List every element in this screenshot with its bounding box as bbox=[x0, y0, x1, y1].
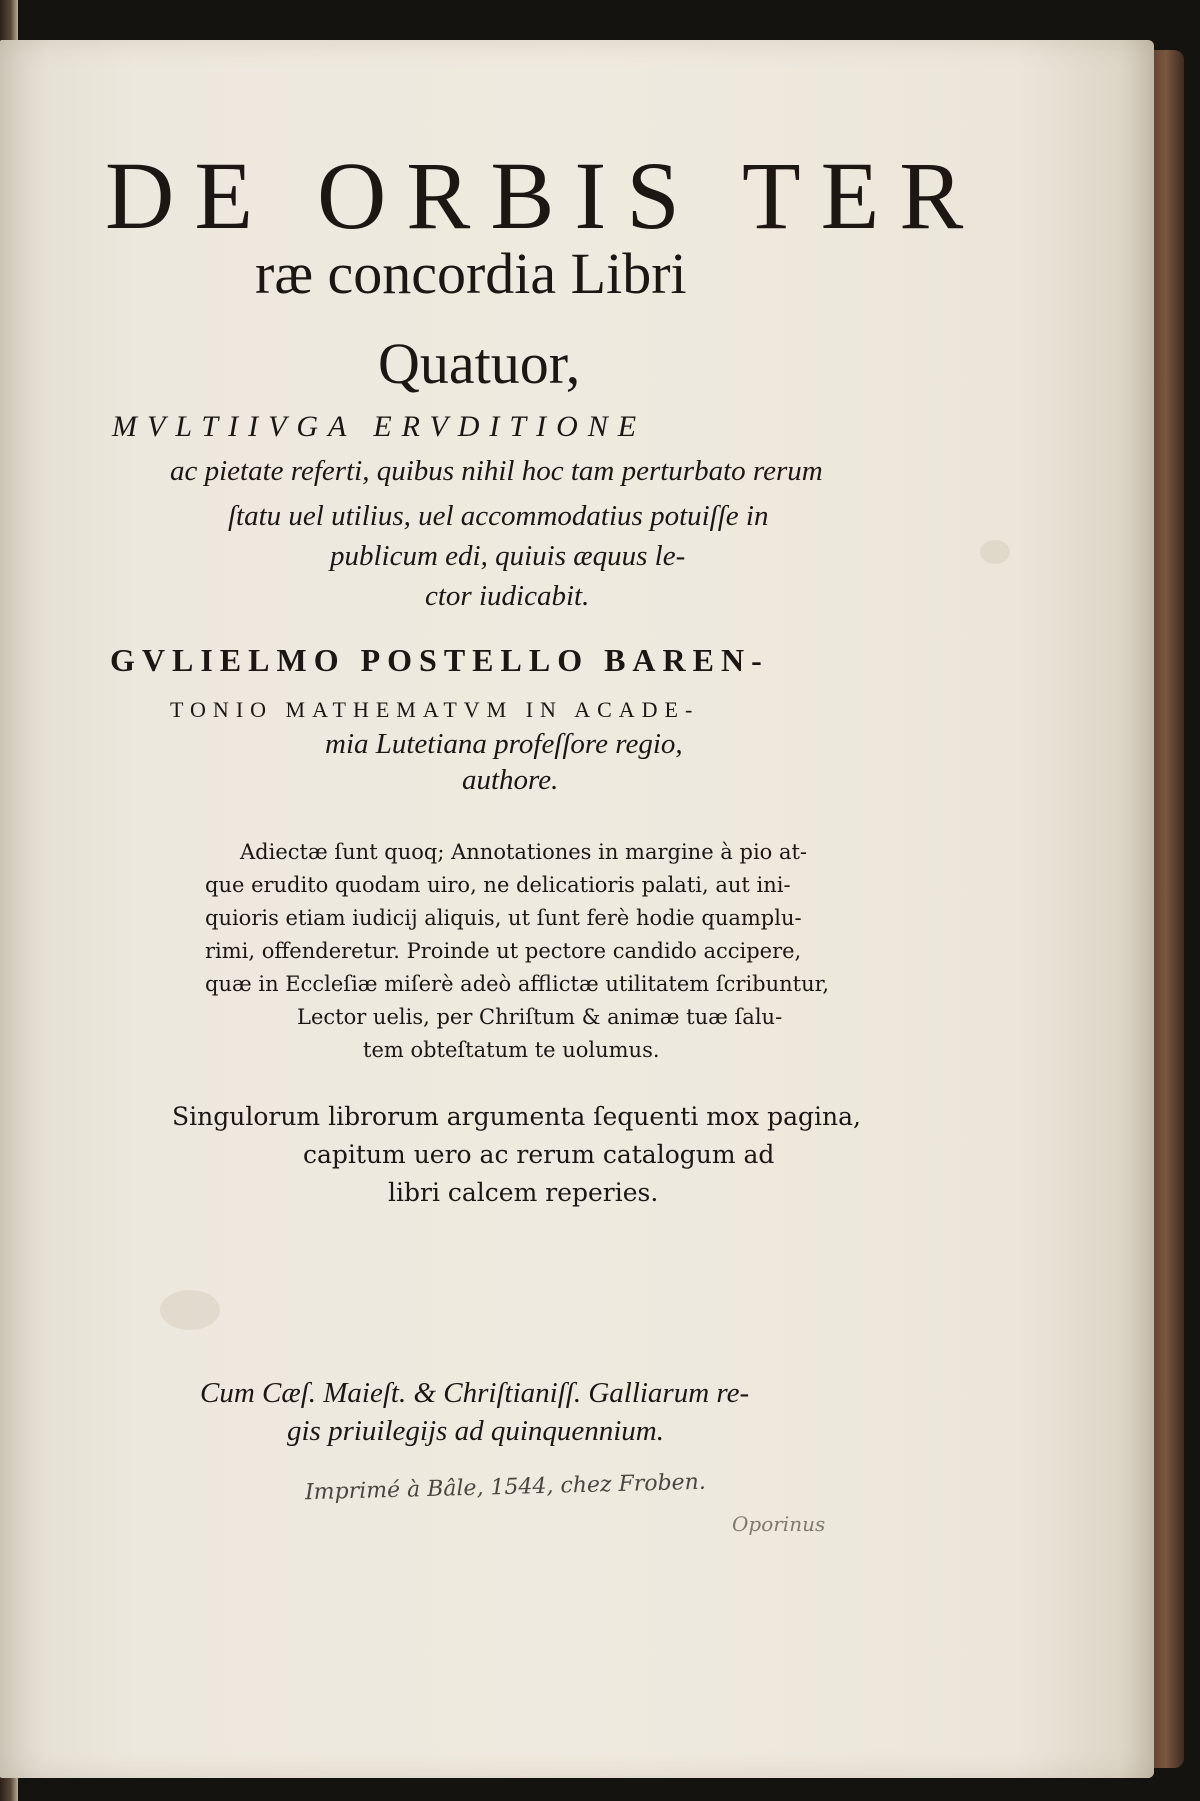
annotations-line-6: Lector uelis, per Chriſtum & animæ tuæ ſalu- bbox=[297, 1005, 783, 1029]
index-note-line-2: capitum uero ac rerum catalogum ad bbox=[303, 1140, 775, 1169]
privilege-line-2: gis priuilegijs ad quinquennium. bbox=[287, 1415, 664, 1447]
annotations-line-4: rimi, offenderetur. Proinde ut pectore candido accipere, bbox=[205, 939, 802, 963]
author-line-1: GVLIELMO POSTELLO BAREN- bbox=[110, 642, 769, 678]
title-line-1: DE ORBIS TER bbox=[105, 142, 984, 249]
index-note-line-1: Singulorum librorum argumenta ſequenti mox pagina, bbox=[172, 1102, 861, 1131]
author-line-2: TONIO MATHEMATVM IN ACADE- bbox=[170, 697, 700, 722]
annotations-line-5: quæ in Eccleſiæ miſerè adeò afflictæ utilitatem ſcribuntur, bbox=[205, 972, 830, 996]
subtitle-line-3: publicum edi, quiuis æquus le- bbox=[330, 540, 686, 572]
title-line-2: ræ concordia Libri bbox=[255, 241, 687, 306]
subtitle-line-2: ſtatu uel utilius, uel accommodatius potuiſſe in bbox=[228, 500, 769, 532]
handwritten-imprint-note: Imprimé à Bâle, 1544, chez Froben. bbox=[304, 1469, 707, 1506]
subtitle-caps: MVLTIIVGA ERVDITIONE bbox=[112, 410, 647, 443]
annotations-line-3: quioris etiam iudicij aliquis, ut ſunt ferè hodie quamplu- bbox=[205, 906, 802, 930]
author-line-3: mia Lutetiana profeſſore regio, bbox=[325, 728, 683, 760]
privilege-line-1: Cum Cæſ. Maieſt. & Chriſtianiſſ. Galliarum re- bbox=[200, 1377, 750, 1409]
annotations-line-7: tem obteſtatum te uolumus. bbox=[363, 1038, 660, 1062]
title-line-3: Quatuor, bbox=[378, 331, 581, 396]
author-line-4: authore. bbox=[462, 764, 559, 796]
annotations-line-2: que erudito quodam uiro, ne delicatioris palati, aut ini- bbox=[205, 873, 791, 897]
handwritten-printer-note: Oporinus bbox=[732, 1512, 826, 1536]
annotations-line-1: Adiectæ ſunt quoq; Annotationes in margine à pio at- bbox=[240, 840, 808, 864]
index-note-line-3: libri calcem reperies. bbox=[388, 1178, 659, 1207]
subtitle-line-4: ctor iudicabit. bbox=[425, 580, 590, 612]
subtitle-line-1: ac pietate referti, quibus nihil hoc tam perturbato rerum bbox=[170, 455, 823, 487]
